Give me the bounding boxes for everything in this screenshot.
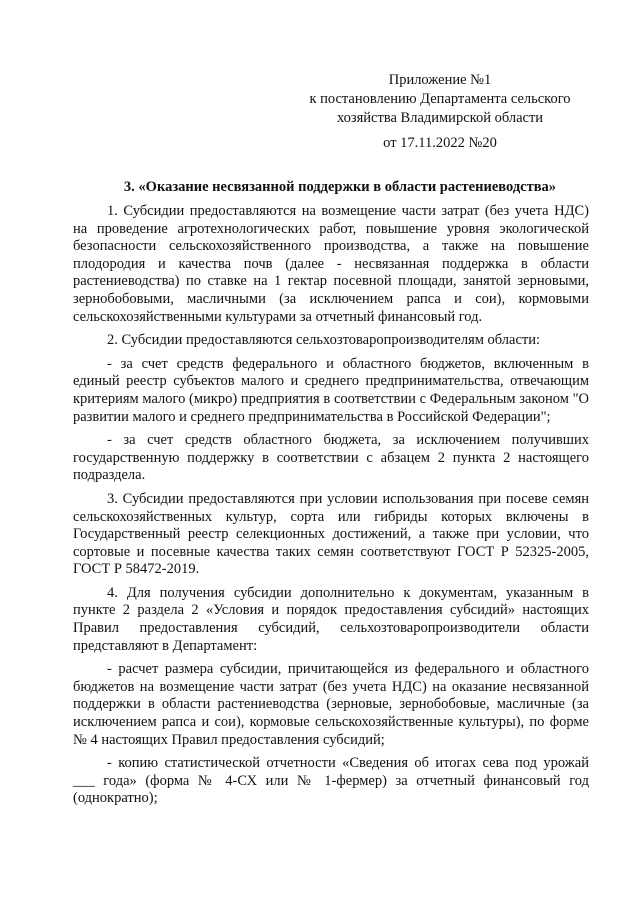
appendix-reference: к постановлению Департамента сельского [309, 91, 571, 107]
paragraph-2: 2. Субсидии предоставляются сельхозтоваропроизводителям области: [107, 332, 541, 349]
paragraph-1: 1. Субсидии предоставляются на возмещение части затрат (без учета НДС) на проведение агротехнологических работ, повышение уровня экологической безопасности сельскохозяйственного производства, а также на повышение плодородия и качества почв (далее - несвязанная поддержка в области растениеводства) по ставке на 1 гектар посевной площади, занятой зерновыми, зернобобовыми, масличными (за исключением рапса и сои), кормовыми сельскохозяйственными культурами за отчетный финансовый год. [73, 203, 589, 325]
section-heading: 3. «Оказание несвязанной поддержки в области растениеводства» [123, 179, 557, 195]
appendix-reference-cont: хозяйства Владимирской области [336, 110, 544, 126]
document-body [73, 203, 589, 814]
paragraph-4: 4. Для получения субсидии дополнительно к документам, указанным в пункте 2 раздела 2 «Условия и порядок предоставления субсидий» настоящих Правил предоставления субсидий, сельхозтоваропроизводители области представляют в Департамент: [73, 584, 589, 654]
paragraph-2-item-1: - за счет средств федерального и областного бюджетов, включенным в единый реестр субъектов малого и среднего предпринимательства, отвечающим критериям малого (микро) предприятия в соответствии с Федеральным законом "О развитии малого и среднего предпринимательства в Российской Федерации"; [73, 355, 589, 425]
paragraph-3: 3. Субсидии предоставляются при условии использования при посеве семян сельскохозяйственных культур, сорта или гибриды которых включены в Государственный реестр селекционных достижений, а также при условии, что сортовые и посевные качества таких семян соответствуют ГОСТ Р 52325-2005, ГОСТ Р 58472-2019. [73, 490, 589, 578]
appendix-header [300, 71, 580, 153]
appendix-title: Приложение №1 [388, 72, 492, 88]
paragraph-2-item-2: - за счет средств областного бюджета, за исключением получивших государственную поддержку в соответствии с абзацем 2 пункта 2 настоящего подраздела. [73, 432, 589, 484]
appendix-date: от 17.11.2022 №20 [383, 135, 497, 151]
paragraph-4-item-1: - расчет размера субсидии, причитающейся из федерального и областного бюджетов на возмещение части затрат (без учета НДС) на оказание несвязанной поддержки в области растениеводства (зерновые, зернобобовые, масличные (за исключением рапса и сои), кормовые сельскохозяйственные культуры), по форме № 4 настоящих Правил предоставления субсидий; [73, 661, 589, 748]
paragraph-4-item-2: - копию статистической отчетности «Сведения об итогах сева под урожай ___ года» (форма № 4-СХ или № 1-фермер) за отчетный финансовый год (однократно); [73, 755, 589, 807]
